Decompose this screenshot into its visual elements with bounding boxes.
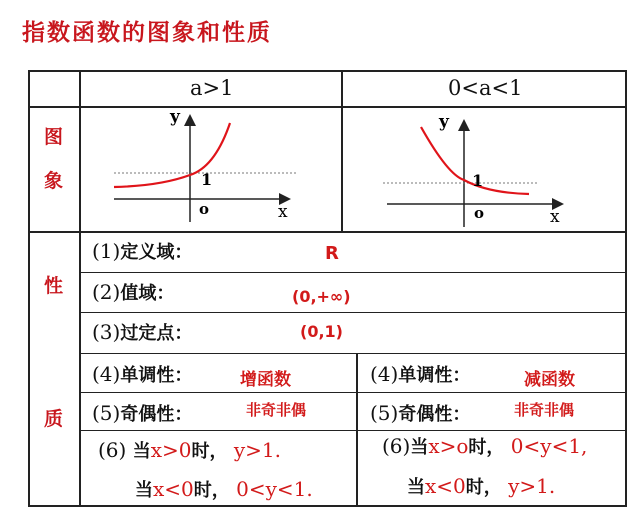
condition-word: 当 — [132, 441, 151, 462]
property-domain — [92, 238, 192, 264]
property-monotonicity-left — [92, 361, 192, 387]
property-value-range-right-line2 — [407, 473, 555, 499]
table-border-top — [28, 70, 627, 72]
condition-suffix: 时， — [191, 441, 228, 462]
exponential-curve — [114, 123, 230, 187]
graph-decreasing-exponential — [343, 107, 626, 232]
x-axis-label: x — [278, 202, 288, 222]
answer-range: (0,+∞) — [292, 287, 351, 306]
property-fixed-point — [92, 319, 192, 345]
side-label-graph-2: 象 — [44, 170, 64, 192]
property-value-range-right-line1 — [382, 433, 587, 459]
property-label: 值域： — [120, 283, 175, 304]
row-divider-p2 — [79, 312, 627, 313]
condition-word: 当 — [407, 477, 425, 498]
property-number: (3) — [92, 320, 121, 344]
answer-monotonicity-right: 减函数 — [524, 370, 575, 390]
graph-increasing-exponential — [80, 107, 342, 232]
header-a-between-0-and-1: 0<a<1 — [448, 76, 523, 100]
result-value: 0<y<1, — [510, 434, 588, 458]
property-range — [92, 279, 174, 305]
answer-parity-left: 非奇非偶 — [246, 401, 307, 419]
condition-suffix: 时， — [465, 477, 502, 498]
property-number: (5) — [92, 401, 121, 425]
property-number: (6) — [382, 434, 411, 458]
header-a-greater-than-1: a>1 — [190, 76, 234, 100]
property-label: 过定点： — [120, 323, 193, 344]
property-value-range-left-line1 — [98, 437, 281, 463]
row-divider-p4 — [79, 392, 627, 393]
condition-word: 当 — [410, 437, 429, 458]
property-label: 定义域： — [120, 242, 193, 263]
intercept-label: 1 — [472, 171, 484, 190]
answer-domain: R — [325, 243, 339, 264]
property-label: 单调性： — [120, 365, 193, 386]
row-divider-p3 — [79, 353, 627, 354]
property-parity-left — [92, 400, 192, 426]
property-number: (5) — [370, 401, 399, 425]
property-label: 单调性： — [398, 365, 471, 386]
condition-suffix: 时， — [468, 437, 505, 458]
property-number: (4) — [92, 362, 121, 386]
answer-monotonicity-left: 增函数 — [240, 370, 291, 390]
y-axis-label: y — [170, 107, 180, 127]
property-value-range-left-line2 — [135, 476, 313, 502]
result-value: 0<y<1. — [236, 477, 313, 501]
row-divider-p1 — [79, 272, 627, 273]
intercept-label: 1 — [201, 170, 213, 189]
side-label-prop-1: 性 — [44, 275, 64, 297]
property-number: (1) — [92, 239, 121, 263]
origin-label: o — [474, 204, 485, 222]
side-label-prop-2: 质 — [44, 408, 64, 430]
condition-value: x<0 — [153, 477, 194, 501]
result-value: y>1. — [508, 474, 556, 498]
answer-fixed-point: (0,1) — [300, 322, 343, 341]
property-number: (6) — [98, 438, 127, 462]
origin-label: o — [199, 200, 210, 218]
condition-value: x<0 — [425, 474, 466, 498]
property-label: 奇偶性： — [398, 404, 471, 425]
x-axis-label: x — [550, 207, 560, 227]
property-number: (4) — [370, 362, 399, 386]
page-title: 指数函数的图象和性质 — [22, 20, 272, 46]
property-parity-right — [370, 400, 470, 426]
condition-word: 当 — [135, 480, 153, 501]
y-axis-label: y — [439, 112, 449, 132]
condition-value: x>o — [428, 434, 469, 458]
property-monotonicity-right — [370, 361, 470, 387]
property-number: (2) — [92, 280, 121, 304]
table-border-bottom — [28, 505, 627, 507]
condition-value: x>0 — [150, 438, 192, 462]
result-value: y>1. — [233, 438, 281, 462]
property-label: 奇偶性： — [120, 404, 193, 425]
row-divider-p5 — [79, 430, 627, 431]
answer-parity-right: 非奇非偶 — [514, 401, 575, 419]
table-border-left — [28, 70, 30, 507]
condition-suffix: 时， — [193, 480, 230, 501]
side-label-graph-1: 图 — [44, 126, 64, 148]
